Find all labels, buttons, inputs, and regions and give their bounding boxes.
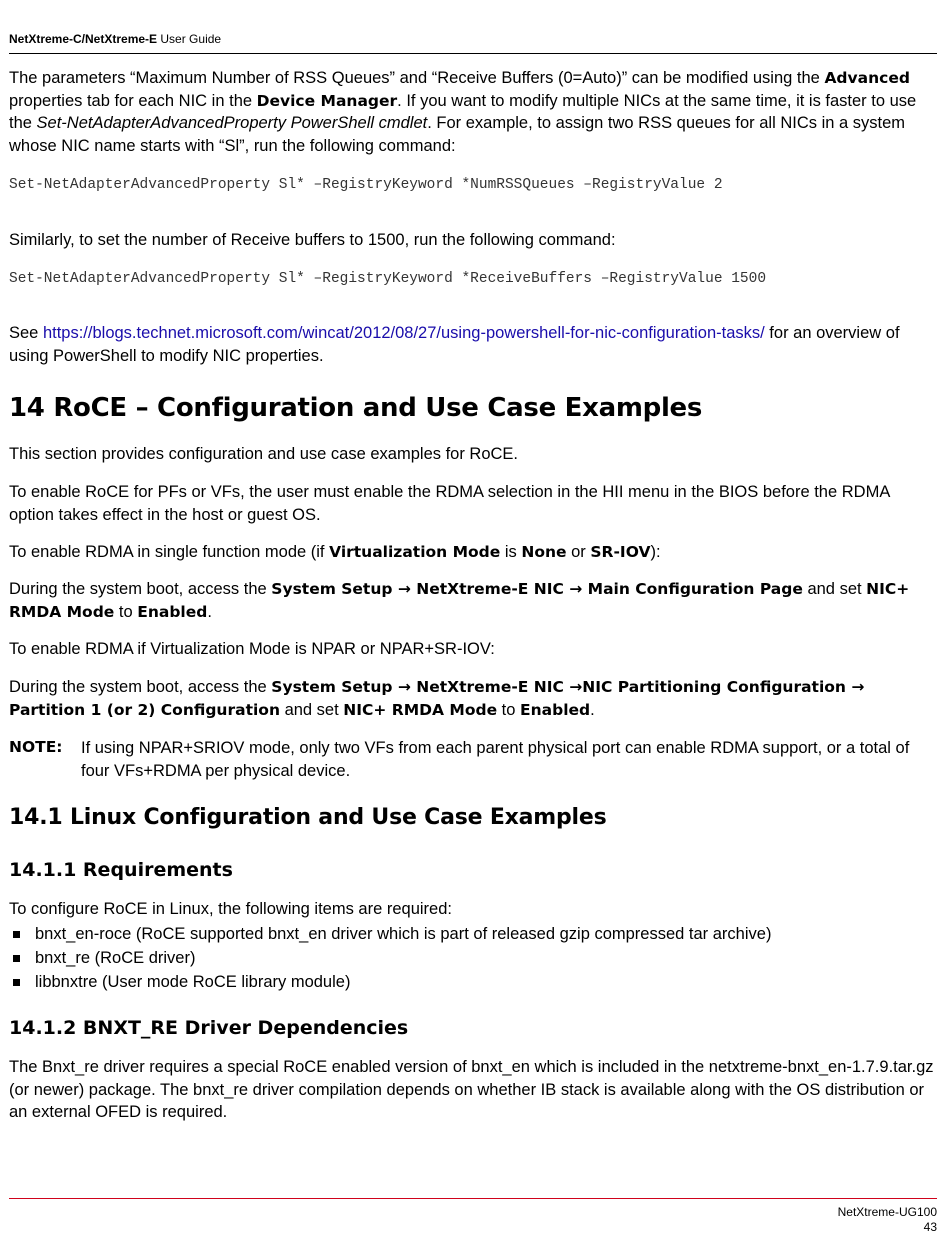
npar-paragraph: To enable RDMA if Virtualization Mode is NPAR or NPAR+SR-IOV:	[9, 640, 495, 658]
header-product: NetXtreme-C/NetXtreme-E	[9, 32, 158, 46]
intro-advanced: Advanced	[824, 69, 910, 87]
intro-device-manager: Device Manager	[256, 91, 398, 110]
list-item-text: libbnxtre (User mode RoCE library module)	[35, 973, 351, 991]
intro-cmdlet: Set-NetAdapterAdvancedProperty PowerShell cmdlet	[36, 114, 428, 132]
boot1-text-2: and set	[802, 580, 867, 598]
code-receive-buffers: Set-NetAdapterAdvancedProperty Sl* –RegistryKeyword *ReceiveBuffers –RegistryValue 1500	[9, 271, 767, 287]
boot1-menu-path: System Setup → NetXtreme-E NIC → Main Configuration Page	[271, 580, 803, 598]
list-item	[9, 947, 937, 970]
bullet-square-icon	[13, 979, 20, 986]
footer-doc-id: NetXtreme-UG100	[837, 1205, 937, 1219]
requirements-intro: To configure RoCE in Linux, the following items are required:	[9, 900, 452, 918]
code-rss-queues: Set-NetAdapterAdvancedProperty Sl* –RegistryKeyword *NumRSSQueues –RegistryValue 2	[9, 177, 723, 193]
heading-14-1: 14.1 Linux Configuration and Use Case Examples	[9, 805, 607, 830]
intro-paragraph	[9, 67, 937, 157]
footer-rule	[9, 1198, 937, 1199]
section-intro: This section provides configuration and use case examples for RoCE.	[9, 445, 519, 463]
boot2-enabled: Enabled	[520, 700, 591, 719]
single-none: None	[521, 543, 567, 561]
boot2-text-1: During the system boot, access the	[9, 678, 272, 696]
bullet-square-icon	[13, 931, 20, 938]
list-item	[9, 923, 937, 946]
single-text-2: is	[500, 543, 522, 561]
heading-14-1-2: 14.1.2 BNXT_RE Driver Dependencies	[9, 1017, 409, 1039]
intro-text-3: . If you want to modify multiple NICs at the same time, it is faster to use the	[9, 91, 917, 132]
intro-text-1: The parameters “Maximum Number of RSS Queues” and “Receive Buffers (0=Auto)” can be modified using the	[9, 69, 825, 87]
list-item-text: bnxt_re (RoCE driver)	[35, 949, 196, 967]
enable-paragraph: To enable RoCE for PFs or VFs, the user must enable the RDMA selection in the HII menu in the BIOS before the RDMA option takes effect in the host or guest OS.	[9, 483, 890, 524]
header-doc: User Guide	[160, 32, 222, 46]
single-sriov: SR-IOV	[590, 543, 651, 561]
heading-14: 14 RoCE – Configuration and Use Case Examples	[9, 393, 703, 423]
running-header	[9, 32, 221, 46]
single-text-1: To enable RDMA in single function mode (if	[9, 543, 330, 561]
boot2-rdma-mode: NIC+ RMDA Mode	[343, 700, 498, 719]
boot-paragraph-1	[9, 578, 937, 623]
single-function-paragraph	[9, 541, 937, 564]
boot2-text-2: and set	[279, 700, 344, 719]
boot1-text-4: .	[207, 602, 212, 621]
list-item-text: bnxt_en-roce (RoCE supported bnxt_en driver which is part of released gzip compressed tar archive)	[35, 925, 772, 943]
bullet-square-icon	[13, 955, 20, 962]
heading-14-1-1: 14.1.1 Requirements	[9, 859, 233, 881]
boot1-rdma-mode: NIC+ RMDA Mode	[9, 580, 910, 621]
single-text-3: or	[566, 543, 591, 561]
dependencies-paragraph: The Bnxt_re driver requires a special RoCE enabled version of bnxt_en which is included in the netxtreme-bnxt_en-1.7.9.tar.gz (or newer) package. The bnxt_re driver compilation depends on whether IB stack is available along with the OS distribution or an external OFED is required.	[9, 1058, 934, 1121]
header-rule	[9, 53, 937, 54]
list-item	[9, 971, 937, 994]
boot2-text-4: .	[590, 700, 595, 719]
boot1-text-3: to	[114, 602, 138, 621]
note-block	[9, 737, 937, 783]
single-virtualization-mode: Virtualization Mode	[329, 543, 501, 561]
see-text-post: for an overview of using PowerShell to modify NIC properties.	[9, 324, 900, 365]
single-text-4: ):	[650, 543, 661, 561]
note-label: NOTE:	[9, 738, 63, 756]
boot-paragraph-2	[9, 676, 937, 721]
boot1-enabled: Enabled	[137, 602, 208, 621]
powershell-link[interactable]: https://blogs.technet.microsoft.com/wincat/2012/08/27/using-powershell-for-nic-configuration-tasks/	[42, 324, 765, 342]
see-text-pre: See	[9, 324, 43, 342]
boot2-menu-path: System Setup → NetXtreme-E NIC →NIC Partitioning Configuration → Partition 1 (or 2) Configuration	[9, 678, 865, 719]
note-text: If using NPAR+SRIOV mode, only two VFs from each parent physical port can enable RDMA support, or a total of four VFs+RDMA per physical device.	[81, 739, 910, 780]
boot1-text-1: During the system boot, access the	[9, 580, 272, 598]
footer-page-number: 43	[923, 1220, 937, 1234]
similarly-paragraph: Similarly, to set the number of Receive buffers to 1500, run the following command:	[9, 231, 616, 249]
requirements-list	[9, 923, 937, 994]
intro-text-4: . For example, to assign two RSS queues for all NICs in a system whose NIC name starts with “Sl”, run the following command:	[9, 114, 906, 155]
intro-text-2: properties tab for each NIC in the	[9, 91, 257, 110]
boot2-text-3: to	[497, 700, 521, 719]
see-paragraph	[9, 322, 937, 367]
